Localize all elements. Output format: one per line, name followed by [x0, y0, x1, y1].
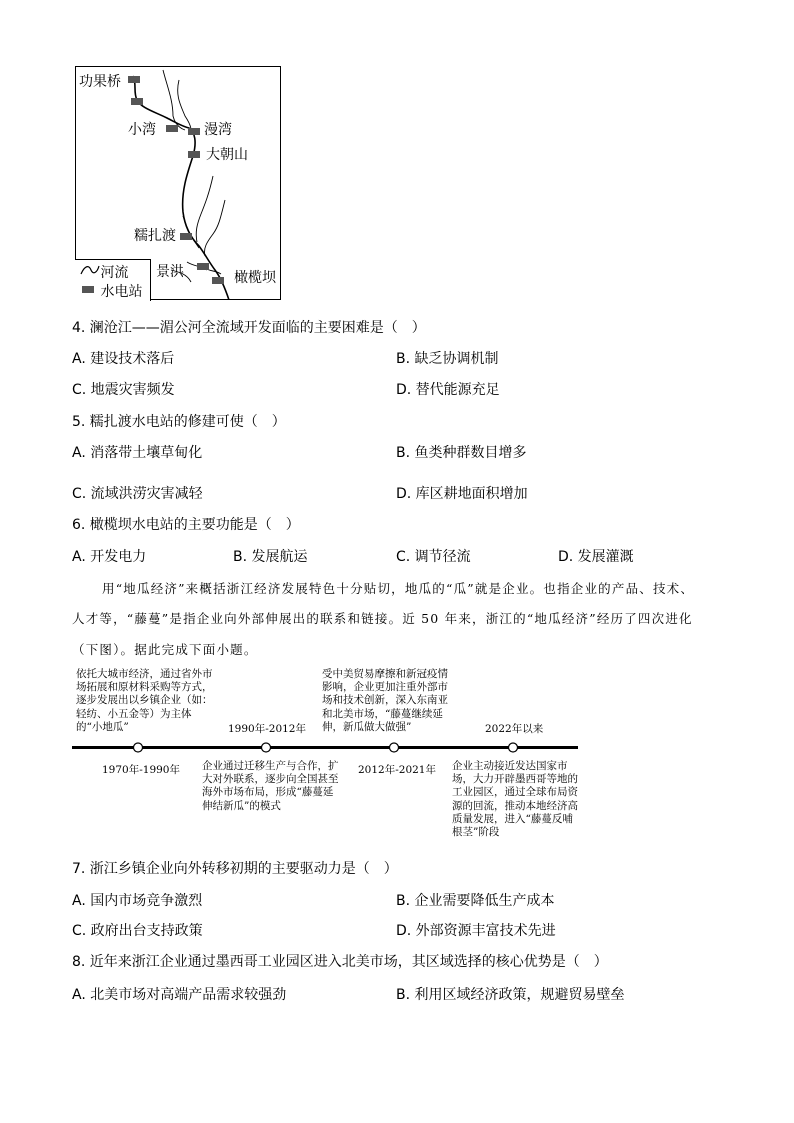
- timeline-node: [262, 743, 271, 752]
- question-4-option-d[interactable]: D. 替代能源充足: [396, 382, 500, 398]
- question-6-option-d[interactable]: D. 发展灌溉: [558, 549, 634, 565]
- question-4-option-c[interactable]: C. 地震灾害频发: [72, 382, 175, 398]
- question-4-option-a[interactable]: A. 建设技术落后: [72, 351, 175, 367]
- question-4-stem: 4. 澜沧江——湄公河全流域开发面临的主要困难是（ ）: [72, 320, 426, 336]
- hydropower-station-marker: [188, 151, 200, 158]
- question-6-stem: 6. 橄榄坝水电站的主要功能是（ ）: [72, 517, 300, 533]
- river-map: [75, 66, 281, 300]
- timeline-node: [390, 743, 399, 752]
- hydropower-station-marker: [128, 76, 140, 83]
- hydropower-station-marker: [166, 125, 178, 132]
- map-legend: [75, 259, 151, 301]
- river-legend-icon: [79, 263, 101, 277]
- timeline-desc-2: 企业通过迁移生产与合作，扩大对外联系，逐步向全国甚至海外市场布局，形成“藤蔓延伸结新瓜”的模式: [202, 760, 339, 812]
- timeline-desc-1: 依托大城市经济，通过省外市场拓展和原材料采购等方式，逐步发展出以乡镇企业（如：轻纺、小五金等）为主体的“小地瓜”: [76, 668, 213, 733]
- legend-label-river: 河流: [100, 265, 129, 281]
- question-6-option-b[interactable]: B. 发展航运: [233, 549, 308, 565]
- hydropower-station-marker: [188, 128, 200, 135]
- timeline-period-3: 2012年-2021年: [358, 764, 436, 776]
- hydropower-station-marker: [197, 263, 209, 270]
- passage-line-2: 人才等，“藤蔓”是指企业向外部伸展出的联系和链接。近 50 年来，浙江的“地瓜经济”经历了四次进化: [72, 611, 693, 626]
- station-label-dachaoshan: 大朝山: [206, 147, 248, 163]
- tributary-line: [177, 80, 190, 130]
- timeline-period-1: 1970年-1990年: [102, 764, 180, 776]
- timeline-nodes: [72, 740, 578, 756]
- timeline-period-4: 2022年以来: [485, 723, 544, 735]
- question-8-option-b[interactable]: B. 利用区域经济政策，规避贸易壁垒: [396, 987, 625, 1003]
- question-5-option-a[interactable]: A. 消落带土壤草甸化: [72, 445, 203, 461]
- question-5-option-c[interactable]: C. 流域洪涝灾害减轻: [72, 486, 203, 502]
- hydropower-station-marker: [212, 277, 224, 284]
- passage-line-1: 用“地瓜经济”来概括浙江经济发展特色十分贴切，地瓜的“瓜”就是企业。也指企业的产品、技术、: [102, 581, 695, 596]
- timeline-period-2: 1990年-2012年: [228, 723, 306, 735]
- question-6-option-c[interactable]: C. 调节径流: [396, 549, 471, 565]
- question-7-stem: 7. 浙江乡镇企业向外转移初期的主要驱动力是（ ）: [72, 861, 398, 877]
- passage-line-3: （下图）。据此完成下面小题。: [72, 642, 258, 657]
- legend-label-station: 水电站: [100, 284, 143, 300]
- question-6-option-a[interactable]: A. 开发电力: [72, 549, 147, 565]
- timeline-node: [509, 743, 518, 752]
- question-8-stem: 8. 近年来浙江企业通过墨西哥工业园区进入北美市场，其区域选择的核心优势是（ ）: [72, 954, 608, 970]
- timeline-desc-3: 受中美贸易摩擦和新冠疫情影响，企业更加注重外部市场和技术创新，深入东南亚和北美市场，“藤蔓继续延伸，新瓜做大做强”: [322, 668, 448, 733]
- question-5-stem: 5. 糯扎渡水电站的修建可使（ ）: [72, 414, 286, 430]
- question-5-option-b[interactable]: B. 鱼类种群数目增多: [396, 445, 527, 461]
- question-8-option-a[interactable]: A. 北美市场对高端产品需求较强劲: [72, 987, 287, 1003]
- timeline-node: [134, 743, 143, 752]
- station-label-gongguoqiao: 功果桥: [79, 74, 121, 90]
- tributary-line: [196, 176, 213, 242]
- station-label-xiaowan: 小湾: [128, 122, 156, 138]
- tributary-line: [204, 200, 225, 256]
- station-label-nuozhadu: 糯扎渡: [134, 228, 176, 244]
- hydropower-station-marker: [180, 233, 192, 240]
- hydropower-station-marker: [131, 98, 143, 105]
- station-label-manwan: 漫湾: [204, 122, 232, 138]
- station-legend-icon: [82, 286, 94, 293]
- question-7-option-d[interactable]: D. 外部资源丰富技术先进: [396, 923, 556, 939]
- question-7-option-c[interactable]: C. 政府出台支持政策: [72, 923, 203, 939]
- question-7-option-a[interactable]: A. 国内市场竞争激烈: [72, 893, 203, 909]
- station-label-ganlanba: 橄榄坝: [234, 270, 276, 286]
- station-label-jinghong: 景洪: [156, 264, 184, 280]
- question-4-option-b[interactable]: B. 缺乏协调机制: [396, 351, 499, 367]
- timeline-desc-4: 企业主动接近发达国家市场，大力开辟墨西哥等地的工业园区，通过全球布局资源的回流，推动本地经济高质量发展，进入“藤蔓反哺根茎”阶段: [452, 760, 578, 839]
- question-7-option-b[interactable]: B. 企业需要降低生产成本: [396, 893, 555, 909]
- question-5-option-d[interactable]: D. 库区耕地面积增加: [396, 486, 528, 502]
